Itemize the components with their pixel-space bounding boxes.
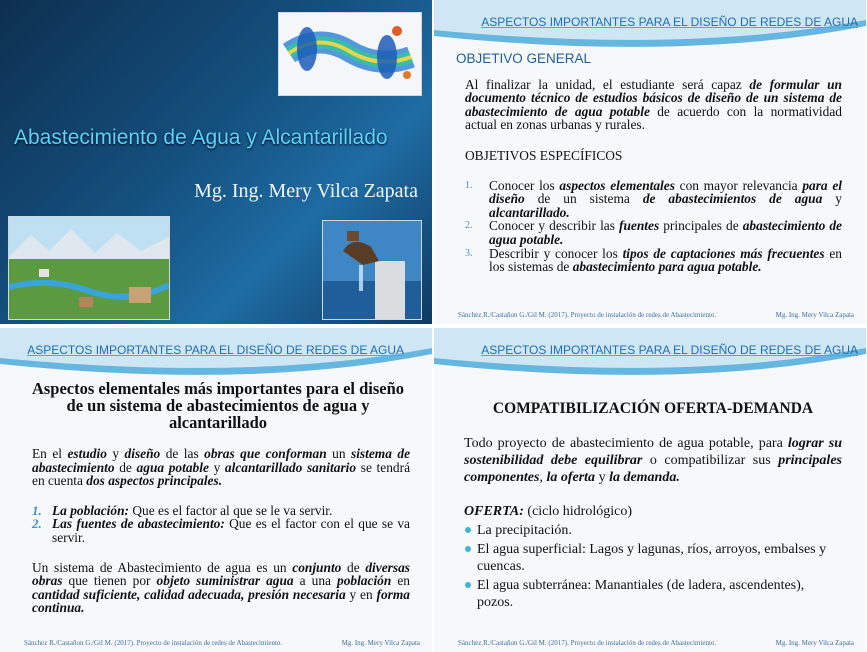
slide-footer: Sánchez R./Castañon G./Gil M. (2017). Proyecto de instalación de redes de Abastecimiento. Mg. Ing. Mery Vilca Zapata	[458, 639, 854, 647]
slide-title: COMPATIBILIZACIÓN OFERTA-DEMANDA	[492, 400, 814, 417]
definition-paragraph: Un sistema de Abastecimiento de agua es un conjunto de diversas obras que tienen por objeto suministrar agua a una población en cantidad suficiente, calidad adecuada, presión necesaria y en forma continua.	[32, 559, 410, 616]
objetivos-especificos-heading: OBJETIVOS ESPECÍFICOS	[465, 147, 623, 163]
header-swoosh	[434, 328, 866, 386]
slide-aspects	[0, 328, 432, 652]
header-swoosh	[434, 0, 866, 58]
slide-footer: Sánchez R./Castañon G./Gil M. (2017). Proyecto de instalación de redes de Abastecimiento. Mg. Ing. Mery Vilca Zapata	[24, 639, 420, 647]
objetivo-general-text: Al finalizar la unidad, el estudiante será capaz de formular un documento técnico de estudios básicos de diseño de un sistema de abastecimiento de agua potable de acuerdo con la normatividad actual en zonas urbanas y rurales.	[465, 76, 842, 133]
list-item: La precipitación.	[464, 522, 842, 539]
presentation-author: Mg. Ing. Mery Vilca Zapata	[194, 180, 418, 202]
list-item: El agua superficial: Lagos y lagunas, ríos, arroyos, embalses y cuencas.	[464, 541, 842, 575]
water-system-illustration	[8, 216, 170, 320]
objetivo-general-heading: OBJETIVO GENERAL	[456, 51, 592, 66]
water-faucet-image	[322, 220, 422, 320]
oferta-list	[464, 522, 842, 611]
list-item: 2. Las fuentes de abastecimiento: Que es el factor con el que se va servir.	[32, 516, 410, 545]
specific-objectives-list	[465, 179, 842, 274]
slide-objectives	[434, 0, 866, 324]
slide-header: ASPECTOS IMPORTANTES PARA EL DISEÑO DE REDES DE AGUA	[481, 15, 858, 29]
slide-header: ASPECTOS IMPORTANTES PARA EL DISEÑO DE REDES DE AGUA	[481, 343, 858, 357]
list-item: 1. Conocer los aspectos elementales con mayor relevancia para el diseño de un sistema de abastecimientos de agua y alcantarillado.	[465, 177, 842, 220]
aspects-list	[32, 504, 410, 545]
presentation-title: Abastecimiento de Agua y Alcantarillado	[14, 126, 388, 149]
intro-paragraph: En el estudio y diseño de las obras que conforman un sistema de abastecimiento de agua potable y alcantarillado sanitario se tendrá en cuenta dos aspectos principales.	[32, 446, 411, 489]
list-item: El agua subterránea: Manantiales (de ladera, ascendentes), pozos.	[464, 577, 842, 611]
intro-paragraph: Todo proyecto de abastecimiento de agua potable, para lograr su sostenibilidad debe equilibrar o compatibilizar sus principales componentes, la oferta y la demanda.	[464, 436, 842, 485]
slide-title	[0, 0, 432, 324]
slide-header: ASPECTOS IMPORTANTES PARA EL DISEÑO DE REDES DE AGUA	[27, 343, 404, 357]
list-item: 1. La población: Que es el factor al que se le va servir.	[32, 502, 333, 518]
list-item: 2. Conocer y describir las fuentes principales de abastecimiento de agua potable.	[465, 218, 842, 247]
slide-title: Aspectos elementales más importantes para el diseño de un sistema de abastecimientos de agua y alcantarillado	[31, 379, 405, 432]
oferta-heading: OFERTA: (ciclo hidrológico)	[464, 504, 632, 519]
list-item: 3. Describir y conocer los tipos de captaciones más frecuentes en los sistemas de abastecimiento para agua potable.	[465, 245, 842, 275]
pipe-simulation-image	[278, 12, 422, 96]
header-swoosh	[0, 328, 432, 386]
slide-offer-demand	[434, 328, 866, 652]
slide-footer: Sánchez R./Castañon G./Gil M. (2017). Proyecto de instalación de redes de Abastecimiento. Mg. Ing. Mery Vilca Zapata	[458, 311, 854, 319]
